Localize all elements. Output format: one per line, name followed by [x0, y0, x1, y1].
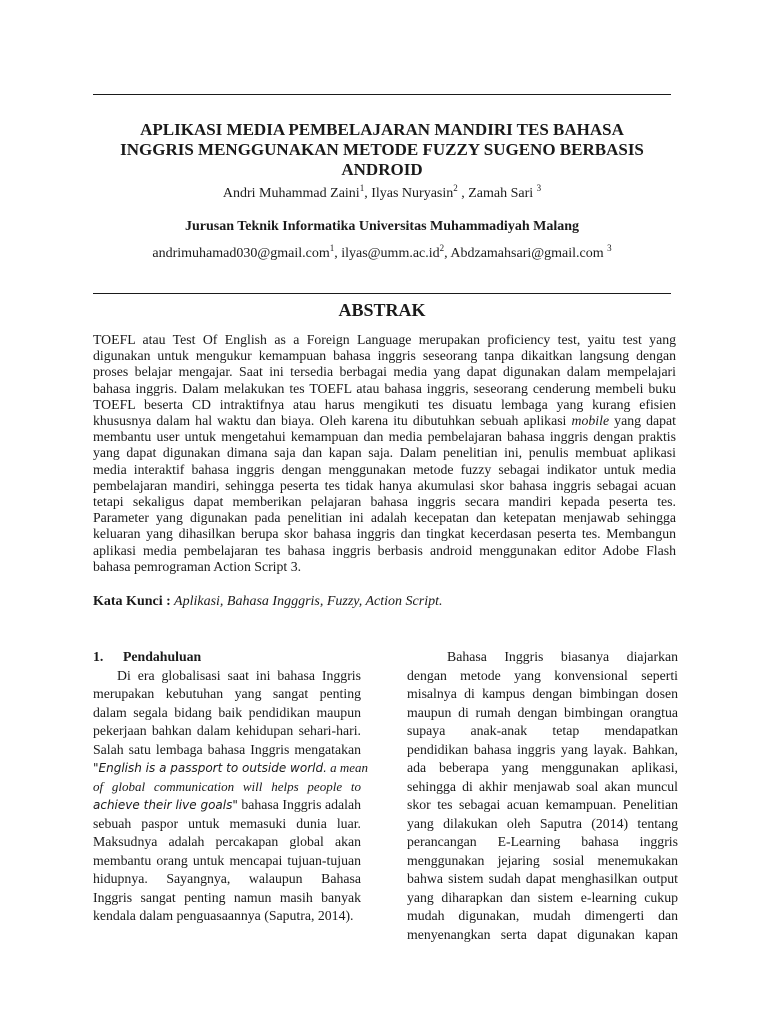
paper-title: [93, 120, 671, 180]
abstract-line: membantu user untuk mengetahui kemampuan dan media pembelajaran bahasa inggris dengan praktis: [93, 429, 676, 445]
body-line: membantu orang untuk mencapai tujuan-tujuan: [93, 852, 361, 868]
quote-text: of global communication will helps people to: [93, 778, 361, 794]
body-line: skor tes sebagai acuan kemampuan. Penelitian: [407, 797, 678, 812]
body-line: mudah digunakan, mudah dimengerti dan: [407, 908, 678, 923]
quote-text: a mean: [326, 760, 369, 775]
quote-text: "English is a passport to outside world.: [93, 761, 327, 775]
abstract-line: tetapi sekaligus dapat memberikan pelajaran bahasa inggris secara mandiri kepada peserta tes.: [93, 494, 676, 510]
body-line: ada beberapa yang menggunakan aplikasi,: [407, 760, 678, 775]
email-mark: 1: [329, 243, 335, 253]
abstract-line: Parameter yang digunakan pada penelitian ini adalah kecepatan dan ketepatan menjawab sehingga: [93, 510, 676, 526]
email: , ilyas@umm.ac.id: [334, 246, 440, 261]
title-line: INGGRIS MENGGUNAKAN METODE FUZZY SUGENO BERBASIS: [120, 140, 644, 159]
abstract-line: proses belajar mengajar. Saat ini tersedia berbagai media yang dapat digunakan dalam mempelajari: [93, 364, 676, 380]
body-line: merupakan kebutuhan yang sangat penting: [93, 686, 361, 701]
title-line: APLIKASI MEDIA PEMBELAJARAN MANDIRI TES BAHASA: [140, 120, 624, 139]
abstract-line: yang dapat digunakan dimana saja dan kapan saja. Dalam penelitian ini, penulis membuat aplikasi: [93, 445, 676, 461]
body-line: pendidikan bahasa inggris yang layak. Bahkan,: [407, 741, 678, 757]
abstract-line: bahasa pemrograman Action Script 3.: [93, 558, 302, 574]
body-line: hidupnya. Sayangnya, walaupun Bahasa: [93, 871, 361, 886]
section-number: 1.: [93, 649, 104, 664]
title-line: ANDROID: [341, 160, 423, 179]
section-heading: [93, 648, 361, 667]
keywords: [93, 594, 442, 610]
author-name: , Zamah Sari: [457, 186, 537, 201]
body-line: menggunakan jejaring sosial menemukakan: [407, 852, 678, 868]
abstract-heading: ABSTRAK: [338, 300, 426, 320]
mid-rule: [93, 293, 671, 294]
body-line: Bahasa Inggris biasanya diajarkan: [447, 649, 678, 664]
body-line: supaya anak-anak tetap mendapatkan: [407, 723, 678, 738]
quote-text: achieve their live goals": [93, 798, 238, 812]
abstract-line: keluaran yang dihasilkan berupa skor bahasa inggris dan tingkat kecerdasan peserta tes. Membangun: [93, 526, 676, 542]
body-line: dalam segala bidang baik pendidikan maupun: [93, 704, 361, 720]
abstract-line: bahasa inggris. Dalam melakukan tes TOEFL atau bahasa inggris, seseorang cenderung membeli buku: [93, 380, 676, 396]
section-title: Pendahuluan: [123, 649, 202, 664]
body-line: yang diharapkan dan sistem e-learning cukup: [407, 889, 678, 905]
abstract-line: [93, 413, 676, 429]
body-line: Inggris sangat penting namun masih banyak: [93, 889, 361, 905]
body-line: perancangan E-Learning bahasa inggris: [407, 834, 678, 849]
abstract-line: TOEFL atau Test Of English as a Foreign Language merupakan proficiency test, yaitu test yang: [93, 332, 676, 347]
abstract-line: pembelajaran mandiri, sehingga peserta tes tidak hanya akumulasi skor bahasa inggris sebagai acuan: [93, 477, 676, 493]
body-line: kendala dalam penguasaannya (Saputra, 2014).: [93, 908, 354, 923]
author-list: [93, 183, 671, 202]
abstract-italic-word: mobile: [571, 413, 610, 429]
top-rule: [93, 94, 671, 95]
abstract-body: [93, 332, 676, 575]
body-line: menyenangkan serta dapat digunakan kapan: [407, 926, 678, 942]
email-list: [93, 243, 671, 262]
email-mark: 2: [439, 243, 445, 253]
email: , Abdzamahsari@gmail.com: [444, 246, 608, 261]
body-line: dengan metode yang konvensional seperti: [407, 667, 678, 683]
keywords-label: Kata Kunci :: [93, 594, 171, 609]
abstract-line-text: khususnya dalam hal waktu dan biaya. Oleh karena itu dibutuhkan sebuah aplikasi: [93, 413, 567, 429]
body-line: Di era globalisasi saat ini bahasa Inggris: [117, 667, 361, 683]
body-line: sehingga di akhir menjawab soal akan muncul: [407, 778, 678, 794]
abstract-line: media interaktif bahasa inggris dengan menggunakan metode fuzzy sebagai indikator untuk media: [93, 461, 676, 477]
body-text: bahasa Inggris adalah: [237, 797, 361, 812]
body-line: maupun di rumah dengan bimbingan orangtua: [407, 704, 678, 720]
abstract-line: TOEFL beserta CD intraktifnya atau harus mengikuti tes disuatu lembaga yang kurang efisien: [93, 396, 676, 412]
abstract-line-tail: yang dapat: [609, 413, 676, 429]
abstract-line: aplikasi media pembelajaran tes bahasa inggris berbasis android menggunakan editor Adobe Flash: [93, 542, 676, 558]
author-mark: 2: [453, 183, 458, 193]
quote-line: [93, 796, 361, 815]
email: andrimuhamad030@gmail.com: [152, 246, 330, 261]
right-column: [407, 648, 678, 944]
quote-line: [93, 759, 369, 778]
author-name: , Ilyas Nuryasin: [364, 186, 454, 201]
author-mark: 3: [536, 183, 542, 193]
affiliation: Jurusan Teknik Informatika Universitas Muhammadiyah Malang: [184, 219, 580, 234]
body-line: bahwa sistem sudah dapat menghasilkan output: [407, 871, 678, 886]
body-line: misalnya di kampus dengan bimbingan dosen: [407, 686, 678, 701]
body-line: sebuah paspor untuk memasuki dunia luar.: [93, 815, 361, 831]
body-line: Maksudnya adalah percakapan global akan: [93, 834, 361, 849]
quote-line: [93, 778, 361, 797]
author-mark: 1: [359, 183, 365, 193]
abstract-line: digunakan untuk mengukur kemampuan bahasa inggris seseorang tanpa dikaitkan langsung dengan: [93, 348, 676, 364]
author-name: Andri Muhammad Zaini: [222, 186, 360, 201]
left-column: [93, 648, 369, 926]
body-line: pekerjaan bahkan dalam kehidupan sehari-hari.: [93, 723, 361, 738]
email-mark: 3: [607, 243, 612, 253]
keywords-text: Aplikasi, Bahasa Ingggris, Fuzzy, Action Script.: [170, 594, 443, 609]
body-line: yang dilakukan oleh Saputra (2014) tentang: [407, 815, 678, 831]
body-line: Salah satu lembaga bahasa Inggris mengatakan: [93, 741, 361, 757]
